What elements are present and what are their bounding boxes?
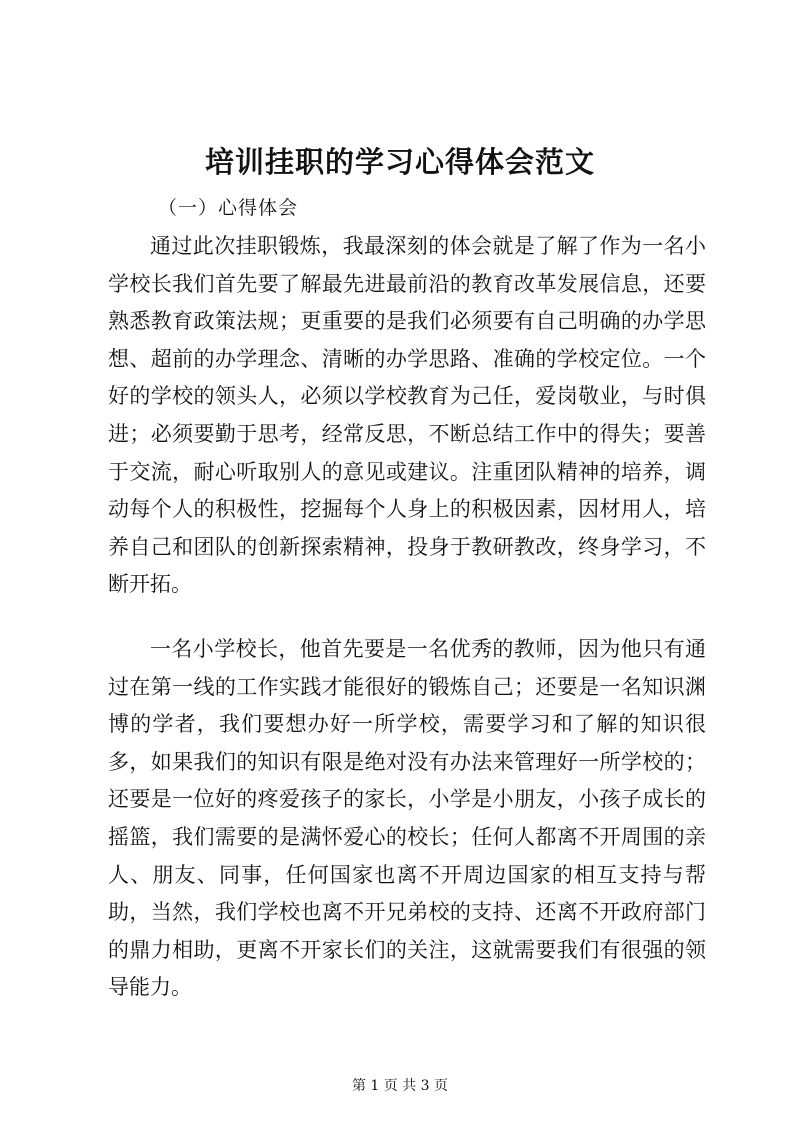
page-title: 培训挂职的学习心得体会范文 xyxy=(204,145,595,179)
paragraph-2: 一名小学校长，他首先要是一名优秀的教师，因为他只有通过在第一线的工作实践才能很好的锻炼自己；还要是一名知识渊博的学者，我们要想办好一所学校，需要学习和了解的知识很多，如果我们的知识有限是绝对没有办法来管理好一所学校的；还要是一位好的疼爱孩子的家长，小学是小朋友，小孩子成长的摇篮，我们需要的是满怀爱心的校长；任何人都离不开周围的亲人、朋友、同事，任何国家也离不开周边国家的相互支持与帮助，当然，我们学校也离不开兄弟校的支持、还离不开政府部门的鼎力相助，更离不开家长们的关注，这就需要我们有很强的领导能力。 xyxy=(108,637,706,1000)
paragraph-1: 通过此次挂职锻炼，我最深刻的体会就是了解了作为一名小学校长我们首先要了解最先进最前沿的教育改革发展信息，还要熟悉教育政策法规；更重要的是我们必须要有自己明确的办学思想、超前的办学理念、清晰的办学思路、准确的学校定位。一个好的学校的领头人，必须以学校教育为己任，爱岗敬业，与时俱进；必须要勤于思考，经常反思，不断总结工作中的得失；要善于交流，耐心听取别人的意见或建议。注重团队精神的培养，调动每个人的积极性，挖掘每个人身上的积极因素，因材用人，培养自己和团队的创新探索精神，投身于教研教改，终身学习，不断开拓。 xyxy=(108,234,706,597)
section-heading: （一）心得体会 xyxy=(158,197,299,219)
page-footer: 第 1 页 共 3 页 xyxy=(351,1078,449,1094)
